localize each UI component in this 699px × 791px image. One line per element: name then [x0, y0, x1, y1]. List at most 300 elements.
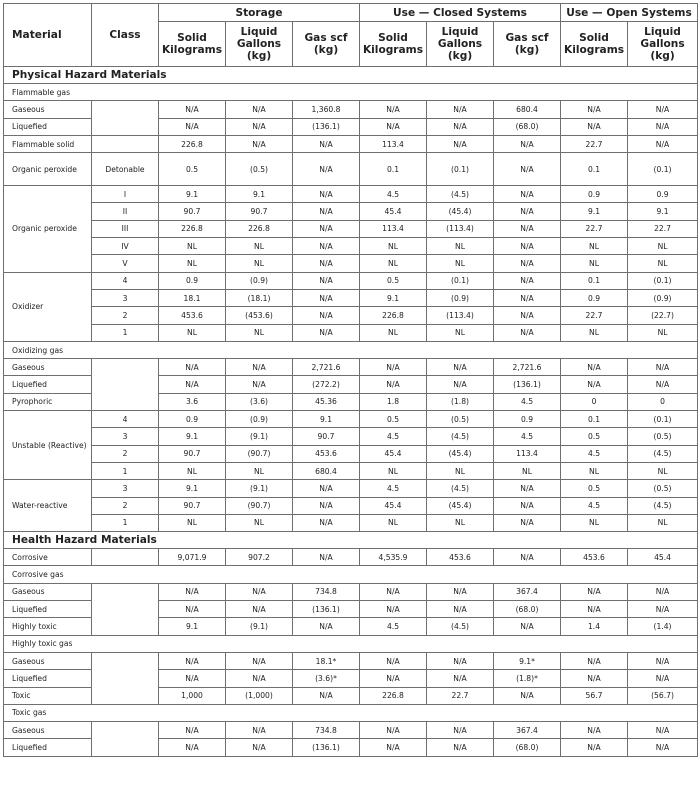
value-closed-gas: N/A	[494, 549, 561, 566]
value-open-solid: N/A	[561, 376, 628, 393]
value-open-solid: 0.9	[561, 289, 628, 306]
value-closed-solid: 226.8	[360, 307, 427, 324]
value-storage-solid: 9.1	[159, 428, 226, 445]
value-closed-solid: 4.5	[360, 428, 427, 445]
value-storage-solid: 453.6	[159, 307, 226, 324]
value-open-solid: 1.4	[561, 618, 628, 635]
value-open-liquid: (0.1)	[628, 272, 698, 289]
value-storage-solid: N/A	[159, 101, 226, 118]
value-closed-liquid: N/A	[427, 118, 494, 135]
material-label: Gaseous	[4, 583, 92, 600]
table-row	[4, 307, 698, 324]
material-label: Organic peroxide	[4, 153, 92, 186]
group-label-corrosive-gas: Corrosive gas	[4, 566, 698, 583]
value-storage-solid: 9.1	[159, 480, 226, 497]
value-storage-gas: (136.1)	[293, 601, 360, 618]
value-storage-gas: (272.2)	[293, 376, 360, 393]
value-closed-gas: N/A	[494, 618, 561, 635]
value-open-liquid: (56.7)	[628, 687, 698, 704]
value-closed-liquid: (0.1)	[427, 153, 494, 186]
value-open-liquid: NL	[628, 255, 698, 272]
value-closed-liquid: (4.5)	[427, 428, 494, 445]
value-closed-gas: N/A	[494, 307, 561, 324]
material-label: Toxic	[4, 687, 92, 704]
value-storage-liquid: (0.5)	[226, 153, 293, 186]
value-open-solid: 0.9	[561, 186, 628, 203]
group-row-flammable-gas	[4, 84, 698, 101]
value-open-solid: NL	[561, 462, 628, 479]
value-open-liquid: 0.9	[628, 186, 698, 203]
value-storage-gas: N/A	[293, 220, 360, 237]
header-closed-gas: Gas scf (kg)	[494, 22, 561, 67]
class-cell: 3	[92, 289, 159, 306]
value-open-solid: N/A	[561, 583, 628, 600]
value-closed-solid: 4,535.9	[360, 549, 427, 566]
value-storage-solid: 226.8	[159, 135, 226, 152]
value-closed-gas: N/A	[494, 497, 561, 514]
value-closed-solid: 1.8	[360, 393, 427, 410]
value-storage-solid: N/A	[159, 359, 226, 376]
value-storage-solid: 0.5	[159, 153, 226, 186]
table-row	[4, 428, 698, 445]
class-cell-empty	[92, 135, 159, 152]
value-storage-gas: 680.4	[293, 462, 360, 479]
value-open-liquid: N/A	[628, 583, 698, 600]
value-storage-liquid: NL	[226, 238, 293, 255]
group-label-oxidizing-gas: Oxidizing gas	[4, 341, 698, 358]
table-row	[4, 289, 698, 306]
value-storage-solid: N/A	[159, 722, 226, 739]
value-closed-gas: N/A	[494, 324, 561, 341]
value-storage-gas: N/A	[293, 549, 360, 566]
value-closed-solid: 4.5	[360, 618, 427, 635]
value-open-liquid: N/A	[628, 135, 698, 152]
value-closed-liquid: (4.5)	[427, 480, 494, 497]
value-storage-liquid: N/A	[226, 652, 293, 669]
value-open-liquid: N/A	[628, 739, 698, 756]
value-closed-gas: 4.5	[494, 393, 561, 410]
value-closed-solid: 113.4	[360, 220, 427, 237]
value-closed-liquid: N/A	[427, 652, 494, 669]
value-storage-solid: NL	[159, 462, 226, 479]
value-closed-liquid: N/A	[427, 376, 494, 393]
class-cell-empty	[92, 722, 159, 757]
value-open-liquid: N/A	[628, 722, 698, 739]
value-closed-solid: NL	[360, 255, 427, 272]
value-open-liquid: NL	[628, 462, 698, 479]
value-open-liquid: N/A	[628, 376, 698, 393]
value-closed-liquid: N/A	[427, 583, 494, 600]
table-row	[4, 238, 698, 255]
value-closed-gas: 4.5	[494, 428, 561, 445]
class-cell-empty	[92, 101, 159, 136]
table-row	[4, 255, 698, 272]
value-open-solid: N/A	[561, 722, 628, 739]
value-storage-solid: 90.7	[159, 445, 226, 462]
value-closed-solid: NL	[360, 462, 427, 479]
value-closed-liquid: NL	[427, 255, 494, 272]
value-closed-gas: N/A	[494, 480, 561, 497]
table-row	[4, 411, 698, 428]
value-storage-solid: 18.1	[159, 289, 226, 306]
class-cell: Detonable	[92, 153, 159, 186]
value-open-solid: N/A	[561, 652, 628, 669]
value-closed-liquid: NL	[427, 324, 494, 341]
value-storage-liquid: N/A	[226, 583, 293, 600]
class-cell: 1	[92, 462, 159, 479]
value-closed-solid: N/A	[360, 722, 427, 739]
header-storage: Storage	[159, 4, 360, 22]
value-closed-gas: N/A	[494, 153, 561, 186]
value-closed-liquid: N/A	[427, 739, 494, 756]
value-closed-liquid: 453.6	[427, 549, 494, 566]
value-closed-gas: N/A	[494, 687, 561, 704]
class-cell: V	[92, 255, 159, 272]
value-open-solid: 0.5	[561, 428, 628, 445]
value-closed-gas: 2,721.6	[494, 359, 561, 376]
value-storage-liquid: N/A	[226, 118, 293, 135]
value-open-liquid: N/A	[628, 118, 698, 135]
class-cell: 2	[92, 497, 159, 514]
value-closed-liquid: (0.9)	[427, 289, 494, 306]
value-open-liquid: N/A	[628, 652, 698, 669]
value-open-solid: 0.1	[561, 153, 628, 186]
value-closed-gas: N/A	[494, 514, 561, 531]
group-row-toxic-gas	[4, 704, 698, 721]
class-cell: 1	[92, 324, 159, 341]
class-cell-empty	[92, 549, 159, 566]
material-label: Liquefied	[4, 118, 92, 135]
value-closed-solid: 4.5	[360, 186, 427, 203]
value-open-liquid: 45.4	[628, 549, 698, 566]
value-closed-solid: N/A	[360, 583, 427, 600]
value-open-solid: 0	[561, 393, 628, 410]
value-storage-liquid: N/A	[226, 722, 293, 739]
value-storage-solid: NL	[159, 514, 226, 531]
table-row	[4, 497, 698, 514]
class-cell-empty	[92, 583, 159, 635]
table-row	[4, 445, 698, 462]
value-closed-gas: 367.4	[494, 722, 561, 739]
value-storage-liquid: (9.1)	[226, 480, 293, 497]
value-storage-solid: N/A	[159, 118, 226, 135]
header-material: Material	[4, 4, 92, 67]
value-open-liquid: (0.1)	[628, 153, 698, 186]
header-storage-solid: Solid Kilograms	[159, 22, 226, 67]
value-open-liquid: (4.5)	[628, 445, 698, 462]
header-storage-liquid: Liquid Gallons (kg)	[226, 22, 293, 67]
value-storage-liquid: N/A	[226, 739, 293, 756]
value-open-liquid: N/A	[628, 601, 698, 618]
class-cell: I	[92, 186, 159, 203]
table-row	[4, 583, 698, 600]
value-open-liquid: NL	[628, 238, 698, 255]
value-storage-gas: 45.36	[293, 393, 360, 410]
value-storage-gas: N/A	[293, 687, 360, 704]
value-closed-liquid: N/A	[427, 601, 494, 618]
material-label: Gaseous	[4, 722, 92, 739]
value-open-solid: N/A	[561, 118, 628, 135]
value-open-solid: NL	[561, 255, 628, 272]
value-storage-liquid: NL	[226, 514, 293, 531]
value-closed-gas: N/A	[494, 272, 561, 289]
value-storage-solid: 0.9	[159, 411, 226, 428]
table-row	[4, 153, 698, 186]
value-closed-gas: 367.4	[494, 583, 561, 600]
header-use-open: Use — Open Systems	[561, 4, 698, 22]
value-closed-gas: (136.1)	[494, 376, 561, 393]
value-storage-gas: N/A	[293, 238, 360, 255]
value-closed-gas: (1.8)*	[494, 670, 561, 687]
value-storage-gas: N/A	[293, 272, 360, 289]
table-row	[4, 722, 698, 739]
value-closed-solid: NL	[360, 514, 427, 531]
material-label: Liquefied	[4, 376, 92, 393]
value-storage-solid: N/A	[159, 583, 226, 600]
value-closed-solid: N/A	[360, 670, 427, 687]
value-storage-gas: N/A	[293, 497, 360, 514]
table-row	[4, 514, 698, 531]
value-storage-gas: N/A	[293, 135, 360, 152]
value-storage-gas: (136.1)	[293, 739, 360, 756]
value-storage-liquid: N/A	[226, 135, 293, 152]
value-closed-solid: 226.8	[360, 687, 427, 704]
header-closed-solid: Solid Kilograms	[360, 22, 427, 67]
value-open-solid: 56.7	[561, 687, 628, 704]
value-closed-solid: N/A	[360, 376, 427, 393]
value-storage-gas: N/A	[293, 289, 360, 306]
class-cell: IV	[92, 238, 159, 255]
value-storage-gas: N/A	[293, 324, 360, 341]
value-open-liquid: (22.7)	[628, 307, 698, 324]
value-storage-liquid: 90.7	[226, 203, 293, 220]
group-label-highly-toxic-gas: Highly toxic gas	[4, 635, 698, 652]
value-closed-solid: N/A	[360, 118, 427, 135]
class-cell: 4	[92, 411, 159, 428]
value-open-liquid: 0	[628, 393, 698, 410]
value-storage-gas: N/A	[293, 514, 360, 531]
section-row-physical	[4, 67, 698, 84]
value-closed-gas: (68.0)	[494, 739, 561, 756]
value-closed-gas: N/A	[494, 203, 561, 220]
value-storage-liquid: (0.9)	[226, 411, 293, 428]
class-cell: 1	[92, 514, 159, 531]
value-closed-liquid: NL	[427, 514, 494, 531]
value-storage-liquid: (453.6)	[226, 307, 293, 324]
value-closed-liquid: (45.4)	[427, 445, 494, 462]
value-closed-gas: 0.9	[494, 411, 561, 428]
value-open-solid: NL	[561, 238, 628, 255]
material-label: Flammable solid	[4, 135, 92, 152]
value-open-liquid: (0.9)	[628, 289, 698, 306]
value-closed-solid: 113.4	[360, 135, 427, 152]
section-title-health: Health Hazard Materials	[4, 532, 698, 549]
value-storage-solid: 90.7	[159, 497, 226, 514]
value-open-liquid: 9.1	[628, 203, 698, 220]
table-row	[4, 480, 698, 497]
class-cell: 4	[92, 272, 159, 289]
value-storage-liquid: 907.2	[226, 549, 293, 566]
value-closed-gas: 9.1*	[494, 652, 561, 669]
header-storage-gas: Gas scf (kg)	[293, 22, 360, 67]
value-open-liquid: (1.4)	[628, 618, 698, 635]
material-label: Gaseous	[4, 652, 92, 669]
value-closed-gas: N/A	[494, 255, 561, 272]
value-open-solid: N/A	[561, 359, 628, 376]
value-storage-liquid: N/A	[226, 670, 293, 687]
value-closed-gas: (68.0)	[494, 601, 561, 618]
value-closed-solid: 45.4	[360, 445, 427, 462]
value-open-solid: NL	[561, 514, 628, 531]
value-storage-gas: (3.6)*	[293, 670, 360, 687]
table-row	[4, 203, 698, 220]
class-cell: II	[92, 203, 159, 220]
value-storage-gas: (136.1)	[293, 118, 360, 135]
value-closed-liquid: 22.7	[427, 687, 494, 704]
value-storage-liquid: N/A	[226, 359, 293, 376]
value-closed-solid: 4.5	[360, 480, 427, 497]
value-open-liquid: NL	[628, 324, 698, 341]
class-cell: III	[92, 220, 159, 237]
value-storage-solid: 9.1	[159, 186, 226, 203]
material-label: Gaseous	[4, 359, 92, 376]
value-storage-solid: 0.9	[159, 272, 226, 289]
value-closed-liquid: (113.4)	[427, 220, 494, 237]
value-closed-gas: N/A	[494, 238, 561, 255]
value-open-solid: N/A	[561, 601, 628, 618]
group-label-flammable-gas: Flammable gas	[4, 84, 698, 101]
value-open-solid: 9.1	[561, 203, 628, 220]
material-label: Oxidizer	[4, 272, 92, 341]
value-open-solid: 22.7	[561, 220, 628, 237]
table-row	[4, 359, 698, 376]
value-storage-liquid: (9.1)	[226, 428, 293, 445]
group-row-highly-toxic-gas	[4, 635, 698, 652]
section-title-physical: Physical Hazard Materials	[4, 67, 698, 84]
value-closed-liquid: N/A	[427, 359, 494, 376]
value-storage-gas: 9.1	[293, 411, 360, 428]
value-storage-solid: 226.8	[159, 220, 226, 237]
class-cell: 2	[92, 445, 159, 462]
value-storage-liquid: N/A	[226, 101, 293, 118]
material-label: Liquefied	[4, 739, 92, 756]
value-open-solid: 0.1	[561, 411, 628, 428]
value-open-liquid: (4.5)	[628, 497, 698, 514]
value-storage-liquid: N/A	[226, 376, 293, 393]
group-row-corrosive-gas	[4, 566, 698, 583]
value-open-solid: 453.6	[561, 549, 628, 566]
group-label-toxic-gas: Toxic gas	[4, 704, 698, 721]
value-closed-gas: 113.4	[494, 445, 561, 462]
class-cell-empty	[92, 359, 159, 411]
value-open-liquid: (0.1)	[628, 411, 698, 428]
value-storage-solid: 9,071.9	[159, 549, 226, 566]
value-open-liquid: N/A	[628, 670, 698, 687]
value-storage-gas: N/A	[293, 255, 360, 272]
table-row	[4, 462, 698, 479]
value-storage-gas: N/A	[293, 153, 360, 186]
section-row-health	[4, 532, 698, 549]
value-open-solid: 0.5	[561, 480, 628, 497]
value-open-solid: NL	[561, 324, 628, 341]
value-closed-liquid: N/A	[427, 670, 494, 687]
value-storage-solid: 9.1	[159, 618, 226, 635]
table-row	[4, 220, 698, 237]
value-closed-liquid: NL	[427, 462, 494, 479]
value-storage-liquid: NL	[226, 255, 293, 272]
value-open-solid: 22.7	[561, 307, 628, 324]
value-closed-liquid: (113.4)	[427, 307, 494, 324]
value-closed-solid: N/A	[360, 101, 427, 118]
value-storage-liquid: N/A	[226, 601, 293, 618]
group-row-oxidizing-gas	[4, 341, 698, 358]
value-closed-solid: 0.1	[360, 153, 427, 186]
value-storage-gas: N/A	[293, 203, 360, 220]
value-closed-liquid: (1.8)	[427, 393, 494, 410]
value-storage-solid: 90.7	[159, 203, 226, 220]
table-row	[4, 272, 698, 289]
value-storage-liquid: (1,000)	[226, 687, 293, 704]
class-cell: 3	[92, 428, 159, 445]
class-cell: 2	[92, 307, 159, 324]
value-closed-solid: 45.4	[360, 497, 427, 514]
value-storage-liquid: (90.7)	[226, 445, 293, 462]
value-storage-liquid: (90.7)	[226, 497, 293, 514]
value-closed-liquid: (0.1)	[427, 272, 494, 289]
value-open-liquid: N/A	[628, 101, 698, 118]
class-cell-empty	[92, 652, 159, 704]
value-open-solid: N/A	[561, 101, 628, 118]
value-closed-solid: N/A	[360, 652, 427, 669]
material-label: Gaseous	[4, 101, 92, 118]
value-closed-liquid: (45.4)	[427, 497, 494, 514]
material-label: Water-reactive	[4, 480, 92, 532]
value-storage-solid: N/A	[159, 739, 226, 756]
value-storage-solid: N/A	[159, 601, 226, 618]
table-row	[4, 186, 698, 203]
value-open-liquid: (0.5)	[628, 480, 698, 497]
value-closed-gas: N/A	[494, 289, 561, 306]
material-label: Unstable (Reactive)	[4, 411, 92, 480]
value-closed-gas: N/A	[494, 186, 561, 203]
value-storage-gas: N/A	[293, 307, 360, 324]
value-storage-liquid: (18.1)	[226, 289, 293, 306]
value-open-solid: 4.5	[561, 497, 628, 514]
value-closed-gas: N/A	[494, 220, 561, 237]
value-closed-solid: NL	[360, 238, 427, 255]
material-label: Highly toxic	[4, 618, 92, 635]
material-label: Liquefied	[4, 601, 92, 618]
value-closed-solid: N/A	[360, 359, 427, 376]
material-label: Organic peroxide	[4, 186, 92, 272]
value-storage-liquid: (0.9)	[226, 272, 293, 289]
value-closed-solid: N/A	[360, 739, 427, 756]
value-closed-liquid: N/A	[427, 135, 494, 152]
value-closed-solid: NL	[360, 324, 427, 341]
value-storage-solid: N/A	[159, 652, 226, 669]
value-storage-gas: 18.1*	[293, 652, 360, 669]
hazard-materials-table	[3, 3, 698, 757]
table-row	[4, 135, 698, 152]
value-open-liquid: N/A	[628, 359, 698, 376]
class-cell: 3	[92, 480, 159, 497]
value-storage-solid: 3.6	[159, 393, 226, 410]
value-storage-solid: N/A	[159, 376, 226, 393]
value-storage-liquid: 9.1	[226, 186, 293, 203]
value-storage-gas: N/A	[293, 186, 360, 203]
value-storage-solid: NL	[159, 238, 226, 255]
table-row	[4, 101, 698, 118]
